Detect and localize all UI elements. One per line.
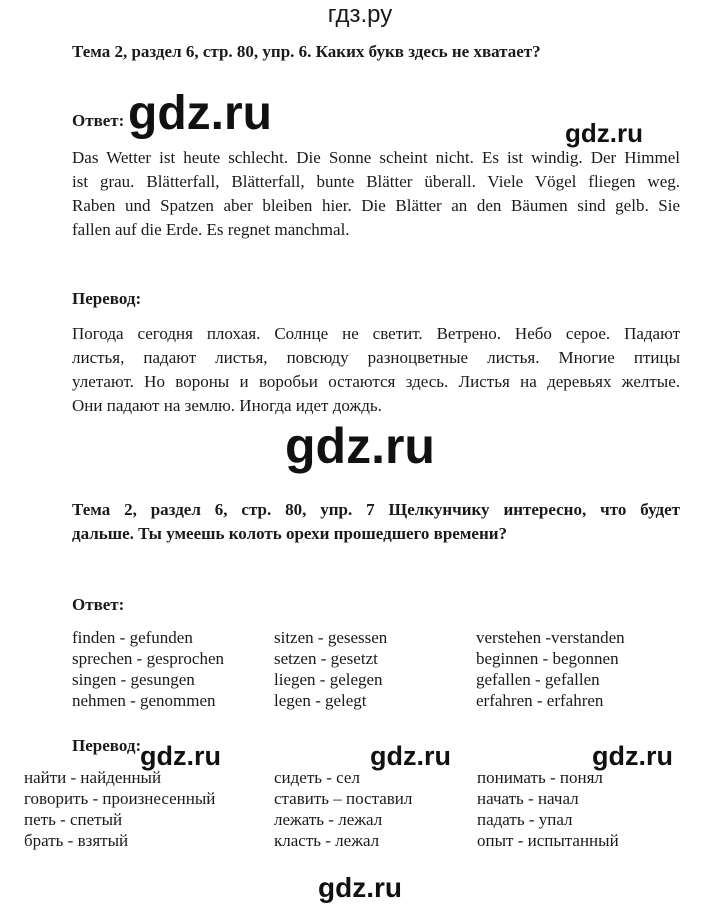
- answer-paragraph-1: [72, 146, 680, 242]
- table-cell: finden - gefunden: [72, 628, 193, 647]
- table-row: [24, 767, 684, 788]
- answer-table: [72, 627, 680, 711]
- translation-line: листья, падают листья, повсюду разноцветные листья. Многие птицы: [72, 348, 680, 367]
- table-cell: лежать - лежал: [274, 810, 383, 829]
- table-row: [24, 809, 684, 830]
- table-row: [72, 627, 680, 648]
- table-cell: понимать - понял: [477, 768, 603, 787]
- answer-line: Raben und Spatzen aber bleiben hier. Die Blätter an den Bäumen sind gelb. Sie: [72, 196, 680, 215]
- answer-label-2: Ответ:: [72, 595, 125, 614]
- watermark-large-1: gdz.ru: [128, 87, 272, 140]
- table-cell: setzen - gesetzt: [274, 649, 378, 668]
- table-cell: sitzen - gesessen: [274, 628, 388, 647]
- answer-line: Das Wetter ist heute schlecht. Die Sonne scheint nicht. Es ist windig. Der Himmel: [72, 148, 680, 167]
- table-cell: класть - лежал: [274, 831, 380, 850]
- table-cell: сидеть - сел: [274, 768, 360, 787]
- watermark-large-2: gdz.ru: [285, 418, 435, 474]
- translation-label-1: Перевод:: [72, 289, 142, 308]
- translation-paragraph-1: [72, 322, 680, 418]
- table-cell: брать - взятый: [24, 831, 129, 850]
- table-row: [72, 669, 680, 690]
- table-cell: singen - gesungen: [72, 670, 195, 689]
- watermark-row-1: gdz.ru: [140, 741, 221, 771]
- task-1-title: Тема 2, раздел 6, стр. 80, упр. 6. Каких букв здесь не хватает?: [72, 42, 541, 61]
- table-cell: говорить - произнесенный: [24, 789, 216, 808]
- task-2-title-line: дальше. Ты умеешь колоть орехи прошедшего времени?: [72, 524, 508, 543]
- table-cell: legen - gelegt: [274, 691, 367, 710]
- translation-line: Погода сегодня плохая. Солнце не светит. Ветрено. Небо серое. Падают: [72, 324, 680, 343]
- answer-line: ist grau. Blätterfall, Blätterfall, bunte Blätter überall. Viele Vögel fliegen weg.: [72, 172, 680, 191]
- translation-line: улетают. Но вороны и воробьи остаются здесь. Листья на деревьях желтые.: [72, 372, 680, 391]
- answer-line: fallen auf die Erde. Es regnet manchmal.: [72, 220, 350, 239]
- table-cell: найти - найденный: [24, 768, 162, 787]
- translation-line: Они падают на землю. Иногда идет дождь.: [72, 396, 382, 415]
- table-row: [24, 788, 684, 809]
- table-cell: verstehen -verstanden: [476, 628, 625, 647]
- watermark-row-3: gdz.ru: [592, 741, 673, 771]
- task-2-title-line: Тема 2, раздел 6, стр. 80, упр. 7 Щелкунчику интересно, что будет: [72, 500, 680, 519]
- task-2-title: [72, 498, 680, 546]
- table-cell: nehmen - genommen: [72, 691, 216, 710]
- translation-table: [24, 767, 684, 851]
- table-row: [24, 830, 684, 851]
- table-cell: начать - начал: [477, 789, 579, 808]
- table-row: [72, 648, 680, 669]
- table-cell: gefallen - gefallen: [476, 670, 600, 689]
- table-row: [72, 690, 680, 711]
- table-cell: падать - упал: [477, 810, 573, 829]
- table-cell: ставить – поставил: [274, 789, 413, 808]
- table-cell: beginnen - begonnen: [476, 649, 619, 668]
- watermark-small-right: gdz.ru: [565, 118, 643, 148]
- answer-label-1: Ответ:: [72, 111, 125, 130]
- table-cell: опыт - испытанный: [477, 831, 619, 850]
- watermark-row-2: gdz.ru: [370, 741, 451, 771]
- table-cell: liegen - gelegen: [274, 670, 383, 689]
- site-header: гдз.ру: [327, 1, 393, 28]
- table-cell: петь - спетый: [24, 810, 123, 829]
- translation-label-2: Перевод:: [72, 736, 142, 755]
- table-cell: erfahren - erfahren: [476, 691, 604, 710]
- watermark-bottom: gdz.ru: [318, 872, 402, 903]
- table-cell: sprechen - gesprochen: [72, 649, 224, 668]
